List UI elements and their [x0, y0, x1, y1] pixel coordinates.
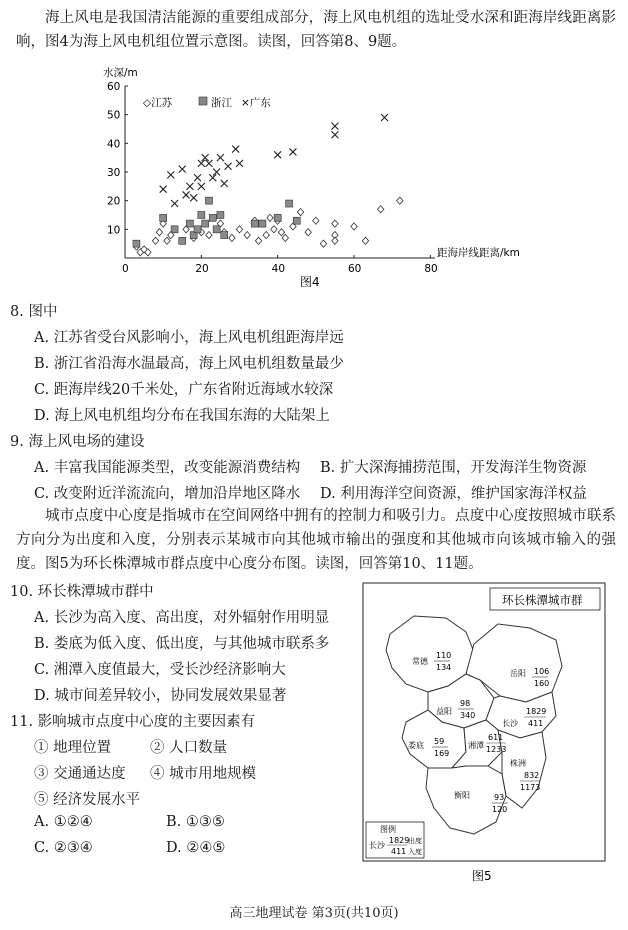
data-point-square — [186, 220, 193, 227]
question-8-stem: 8. 图中 — [10, 304, 58, 320]
y-tick-label: 20 — [107, 195, 121, 208]
question-8-option-b[interactable]: B. 浙江省沿海水温最高，海上风电机组数量最少 — [34, 356, 344, 372]
legend-zhejiang-marker — [199, 97, 207, 105]
y-axis-label: 水深/m — [103, 67, 138, 79]
data-point-square — [198, 212, 205, 219]
data-point-square — [259, 220, 266, 227]
data-point-square — [202, 220, 209, 227]
question-8-option-a[interactable]: A. 江苏省受台风影响小，海上风电机组距海岸远 — [34, 330, 344, 346]
question-9-stem: 9. 海上风电场的建设 — [10, 434, 145, 450]
data-point-diamond — [305, 229, 311, 236]
city-hengyang-name: 衡阳 — [454, 791, 470, 800]
y-tick-label: 10 — [107, 224, 121, 237]
data-point-diamond — [378, 206, 384, 213]
question-9-option-b[interactable]: B. 扩大深海捕捞范围，开发海洋生物资源 — [320, 460, 587, 476]
data-point-square — [205, 197, 212, 204]
data-point-square — [251, 220, 258, 227]
data-point-diamond — [263, 231, 269, 238]
city-changsha-name: 长沙 — [502, 719, 518, 728]
data-point-square — [133, 240, 140, 247]
question-9-option-a[interactable]: A. 丰富我国能源类型，改变能源消费结构 — [34, 460, 301, 476]
city-zhuzhou-in: 1173 — [520, 783, 541, 792]
figure-4-caption: 图4 — [300, 275, 320, 289]
city-xiangtan-out: 611 — [488, 733, 504, 742]
legend-jiangsu: ◇江苏 — [143, 97, 173, 109]
data-point-cross — [232, 146, 239, 153]
scatter-chart-fig4 — [95, 58, 535, 290]
data-point-diamond — [297, 209, 303, 216]
data-point-cross — [205, 160, 212, 167]
data-point-cross — [186, 183, 193, 190]
city-changde-in: 134 — [436, 663, 452, 672]
city-hengyang-in: 120 — [492, 805, 508, 814]
city-yueyang-in: 160 — [534, 679, 550, 688]
question-8-option-c[interactable]: C. 距海岸线20千米处，广东省附近海域水较深 — [34, 382, 334, 398]
data-point-diamond — [244, 231, 250, 238]
x-tick-label: 0 — [122, 263, 129, 275]
city-changde-name: 常德 — [412, 657, 428, 666]
x-tick-label: 80 — [424, 263, 438, 275]
y-tick-label: 50 — [107, 109, 121, 122]
data-point-diamond — [332, 237, 338, 244]
legend-zhejiang: 浙江 — [211, 97, 232, 109]
data-point-cross — [213, 169, 220, 176]
data-point-diamond — [332, 220, 338, 227]
y-tick-label: 30 — [107, 167, 121, 179]
data-point-square — [171, 226, 178, 233]
data-point-diamond — [313, 217, 319, 224]
data-point-cross — [198, 183, 205, 190]
x-tick-label: 20 — [195, 263, 209, 275]
figure-5-caption: 图5 — [472, 869, 492, 883]
data-point-square — [160, 214, 167, 221]
data-point-diamond — [278, 229, 284, 236]
map-legend-in: 411 — [391, 847, 407, 856]
city-yiyang-in: 340 — [460, 711, 476, 720]
data-point-cross — [236, 160, 243, 167]
city-changsha-in: 411 — [528, 719, 544, 728]
question-9-option-c[interactable]: C. 改变附近洋流流向，增加沿岸地区降水 — [34, 486, 301, 502]
map-legend-title: 图例 — [380, 825, 396, 834]
question-10-option-b[interactable]: B. 娄底为低入度、低出度，与其他城市联系多 — [34, 636, 330, 652]
data-point-diamond — [267, 214, 273, 221]
data-point-square — [221, 232, 228, 239]
data-point-diamond — [156, 229, 162, 236]
city-zhuzhou-out: 832 — [524, 771, 540, 780]
question-11-factor-1: ① 地理位置 — [34, 740, 112, 756]
data-point-diamond — [236, 226, 242, 233]
question-9-option-d[interactable]: D. 利用海洋空间资源，维护国家海洋权益 — [320, 486, 587, 502]
data-point-diamond — [152, 237, 158, 244]
data-point-cross — [221, 180, 228, 187]
data-point-diamond — [282, 234, 288, 241]
data-point-cross — [179, 166, 186, 173]
data-point-cross — [167, 171, 174, 178]
question-11-factor-2: ② 人口数量 — [150, 740, 228, 756]
data-point-diamond — [362, 237, 368, 244]
question-10-option-d[interactable]: D. 城市间差异较小，协同发展效果显著 — [34, 688, 287, 704]
question-10-option-c[interactable]: C. 湘潭入度值最大，受长沙经济影响大 — [34, 662, 286, 678]
map-legend-out-label: 出度 — [408, 837, 422, 845]
page-footer: 高三地理试卷 第3页(共10页) — [229, 906, 399, 921]
y-tick-label: 40 — [107, 138, 121, 151]
question-8-option-d[interactable]: D. 海上风电机组均分布在我国东海的大陆架上 — [34, 408, 330, 424]
city-loudi-out: 59 — [434, 737, 445, 746]
question-11-factor-5: ⑤ 经济发展水平 — [34, 792, 141, 808]
data-point-cross — [217, 154, 224, 161]
city-zhuzhou-name: 株洲 — [510, 759, 526, 768]
question-11-option-d[interactable]: D. ②④⑤ — [166, 840, 226, 856]
data-point-cross — [171, 200, 178, 207]
data-point-cross — [202, 154, 209, 161]
data-point-diamond — [164, 237, 170, 244]
data-point-diamond — [320, 240, 326, 247]
data-point-square — [209, 214, 216, 221]
intro-paragraph-8-9: 海上风电是我国清洁能源的重要组成部分，海上风电机组的选址受水深和距海岸线距离影响，图4为海上风电机组位置示意图。读图，回答第8、9题。 — [16, 10, 616, 50]
question-11-option-b[interactable]: B. ①③⑤ — [166, 814, 225, 830]
city-changde-out: 110 — [436, 651, 452, 660]
data-point-cross — [274, 151, 281, 158]
map-title: 环长株潭城市群 — [502, 593, 583, 607]
question-11-factor-3: ③ 交通通达度 — [34, 766, 126, 782]
data-point-diamond — [351, 223, 357, 230]
city-yueyang-name: 岳阳 — [510, 669, 526, 678]
chart-legend — [143, 96, 271, 109]
data-point-cross — [381, 114, 388, 121]
data-point-diamond — [229, 234, 235, 241]
data-point-diamond — [255, 237, 261, 244]
city-cluster-map-fig5 — [362, 582, 612, 884]
data-point-diamond — [271, 226, 277, 233]
x-tick-label: 60 — [348, 263, 362, 275]
city-changsha-out: 1829 — [526, 707, 547, 716]
city-loudi-in: 169 — [434, 749, 450, 758]
question-10-option-a[interactable]: A. 长沙为高入度、高出度，对外辐射作用明显 — [34, 610, 330, 626]
question-11-factor-4: ④ 城市用地规模 — [150, 766, 257, 782]
city-yiyang-out: 98 — [460, 699, 471, 708]
data-point-cross — [331, 123, 338, 130]
city-xiangtan-name: 湘潭 — [468, 741, 484, 750]
data-point-cross — [198, 160, 205, 167]
data-point-cross — [289, 148, 296, 155]
chart-points — [133, 114, 403, 256]
data-point-cross — [183, 191, 190, 198]
data-point-square — [179, 237, 186, 244]
data-point-square — [286, 200, 293, 207]
map-legend-in-label: 入度 — [408, 848, 422, 856]
question-11-option-c[interactable]: C. ②③④ — [34, 840, 93, 856]
data-point-square — [194, 226, 201, 233]
map-legend — [366, 822, 424, 858]
x-tick-label: 40 — [271, 263, 286, 275]
city-hengyang-out: 93 — [494, 793, 505, 802]
city-yueyang-out: 106 — [534, 667, 550, 676]
x-axis-label: 距海岸线距离/km — [437, 247, 520, 259]
data-point-diamond — [397, 197, 403, 204]
data-point-square — [274, 214, 281, 221]
y-tick-label: 60 — [107, 81, 121, 93]
data-point-square — [293, 217, 300, 224]
data-point-cross — [225, 163, 232, 170]
intro-paragraph-10-11: 城市点度中心度是指城市在空间网络中拥有的控制力和吸引力。点度中心度按照城市联系方向分为出度和入度，分别表示某城市向其他城市输出的强度和其他城市向该城市输入的强度。图5为环长株潭城市群点度中心度分布图。读图，回答第10、11题。 — [16, 508, 616, 572]
question-11-option-a[interactable]: A. ①②④ — [34, 814, 93, 830]
legend-guangdong: ×广东 — [241, 97, 271, 109]
city-loudi-name: 娄底 — [408, 741, 424, 750]
map-legend-out: 1829 — [389, 836, 410, 845]
data-point-cross — [160, 186, 167, 193]
data-point-cross — [190, 194, 197, 201]
question-10-stem: 10. 环长株潭城市群中 — [10, 584, 154, 600]
data-point-diamond — [206, 231, 212, 238]
data-point-cross — [209, 174, 216, 181]
data-point-cross — [194, 174, 201, 181]
question-11-stem: 11. 影响城市点度中心度的主要因素有 — [10, 714, 256, 730]
data-point-square — [213, 226, 220, 233]
data-point-cross — [331, 131, 338, 138]
data-point-square — [217, 212, 224, 219]
city-xiangtan-in: 1233 — [486, 745, 507, 754]
map-legend-city: 长沙 — [369, 841, 385, 850]
city-yiyang-name: 益阳 — [436, 707, 452, 716]
